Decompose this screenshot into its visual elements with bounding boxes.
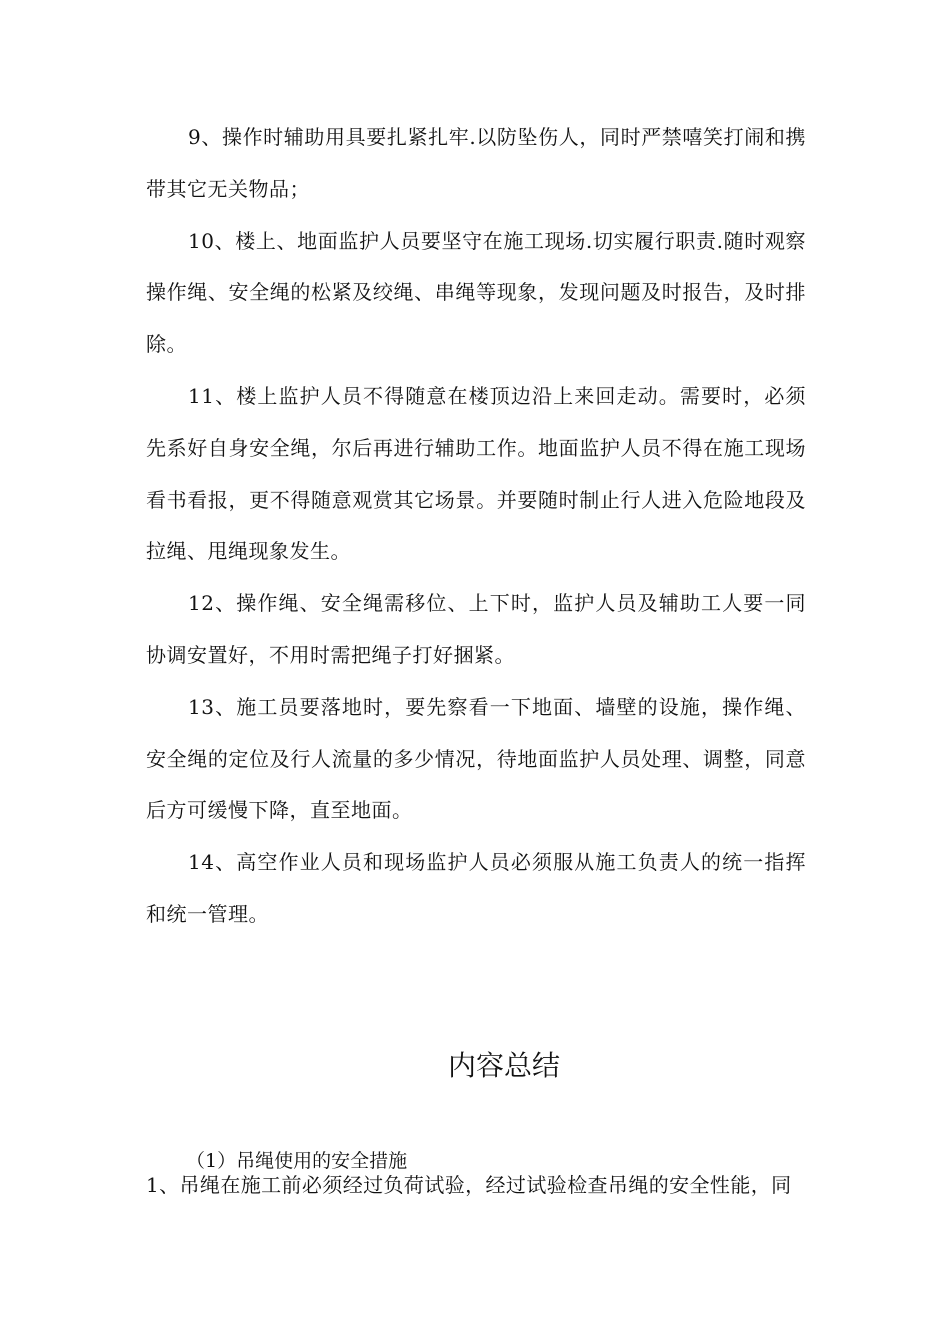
summary-title: 内容总结 — [447, 1049, 560, 1082]
paragraph-11: 11、楼上监护人员不得随意在楼顶边沿上来回走动。需要时，必须先系好自身安全绳，尔后再进行辅助工作。地面监护人员不得在施工现场看书看报，更不得随意观赏其它场景。并要随时制止行人进入危险地段及拉绳、甩绳现象发生。 — [146, 383, 806, 564]
paragraph-14: 14、高空作业人员和现场监护人员必须服从施工负责人的统一指挥和统一管理。 — [146, 850, 806, 926]
paragraph-10: 10、楼上、地面监护人员要坚守在施工现场.切实履行职责.随时观察操作绳、安全绳的松紧及绞绳、串绳等现象，发现问题及时报告，及时排除。 — [146, 228, 806, 357]
summary-first-line: 1、吊绳在施工前必须经过负荷试验，经过试验检查吊绳的安全性能，同 — [146, 1173, 792, 1197]
body-text — [146, 112, 806, 941]
summary-subheading: （1）吊绳使用的安全措施 — [186, 1150, 408, 1172]
paragraph-12: 12、操作绳、安全绳需移位、上下时，监护人员及辅助工人要一同协调安置好，不用时需把绳子打好捆紧。 — [146, 591, 806, 667]
paragraph-9: 9、操作时辅助用具要扎紧扎牢.以防坠伤人，同时严禁嘻笑打闹和携带其它无关物品； — [146, 125, 806, 201]
paragraph-13: 13、施工员要落地时，要先察看一下地面、墙壁的设施，操作绳、安全绳的定位及行人流量的多少情况，待地面监护人员处理、调整，同意后方可缓慢下降，直至地面。 — [146, 694, 806, 823]
